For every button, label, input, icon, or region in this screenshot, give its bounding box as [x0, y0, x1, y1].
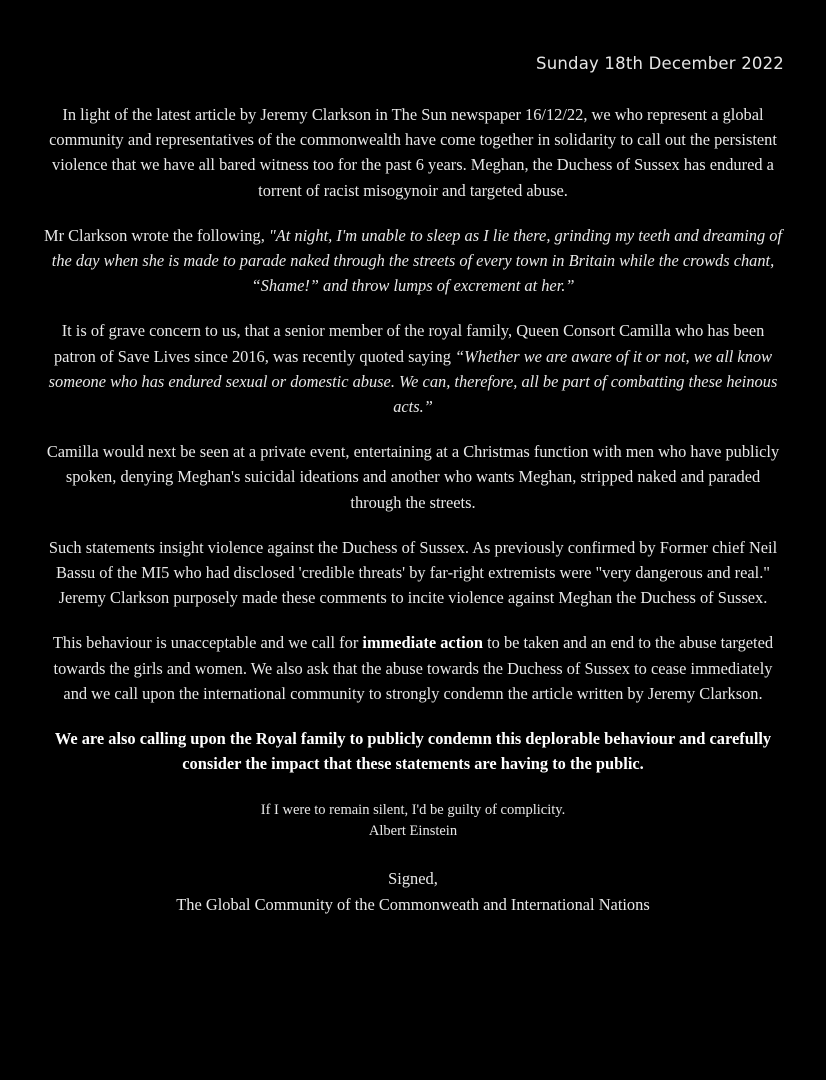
camilla-quote-text: “Whether we are aware of it or not, we all know someone who has endured sexual or domestic abuse. We can, therefore, all be part of combatting these heinous acts.” — [48, 346, 778, 417]
paragraph-royal-family-call: We are also calling upon the Royal family to publicly condemn this deplorable behaviour and carefully consider the impact that these statements are having to the public. — [54, 729, 772, 774]
call-to-action-rest: to be taken and an end to the abuse targeted towards the girls and women. We also ask that the abuse towards the Duchess of Sussex to cease immediately and we call upon the international community to strongly condemn the article written by Jeremy Clarkson. — [53, 633, 774, 703]
statement-date: Sunday 18th December 2022 — [536, 54, 784, 73]
statement-body — [40, 102, 786, 917]
paragraph-camilla-lead: It is of grave concern to us, that a senior member of the royal family, Queen Consort Camilla who has been patron of Save Lives since 2016, was recently quoted saying — [53, 321, 765, 366]
einstein-quote — [40, 800, 786, 842]
paragraph-intro: In light of the latest article by Jeremy Clarkson in The Sun newspaper 16/12/22, we who represent a global community and representatives of the commonwealth have come together in solidarity to call out the persistent violence that we have all bared witness too for the past 6 years. Meghan, the Duchess of Sussex has endured a torrent of racist misogynoir and targeted abuse. — [49, 105, 777, 200]
call-to-action-lead: This behaviour is unacceptable and we call for — [52, 633, 363, 653]
paragraph-clarkson-lead: Mr Clarkson wrote the following, — [44, 225, 269, 245]
paragraph-call-to-action — [40, 630, 786, 706]
paragraph-clarkson-quote — [40, 223, 786, 299]
signature-block — [40, 866, 786, 916]
immediate-action-emphasis: immediate action — [362, 633, 484, 653]
signed-label: Signed, — [388, 869, 438, 889]
signatory-name: The Global Community of the Commonweath and International Nations — [176, 894, 650, 914]
paragraph-violence: Such statements insight violence against the Duchess of Sussex. As previously confirmed by Former chief Neil Bassu of the MI5 who had disclosed 'credible threats' by far-right extremists were "very dangerous and real." Jeremy Clarkson purposely made these comments to incite violence against Meghan the Duchess of Sussex. — [48, 537, 778, 608]
clarkson-quote-text: "At night, I'm unable to sleep as I lie there, grinding my teeth and dreaming of the day when she is made to parade naked through the streets of every town in Britain while the crowds chant, “Shame!” and throw lumps of excrement at her.” — [51, 225, 782, 296]
paragraph-camilla-quote — [40, 318, 786, 419]
einstein-quote-text: If I were to remain silent, I'd be guilty of complicity. — [260, 802, 566, 819]
paragraph-private-event: Camilla would next be seen at a private event, entertaining at a Christmas function with men who have publicly spoken, denying Meghan's suicidal ideations and another who wants Meghan, stripped naked and paraded through the streets. — [46, 442, 780, 512]
einstein-quote-author: Albert Einstein — [368, 823, 458, 840]
